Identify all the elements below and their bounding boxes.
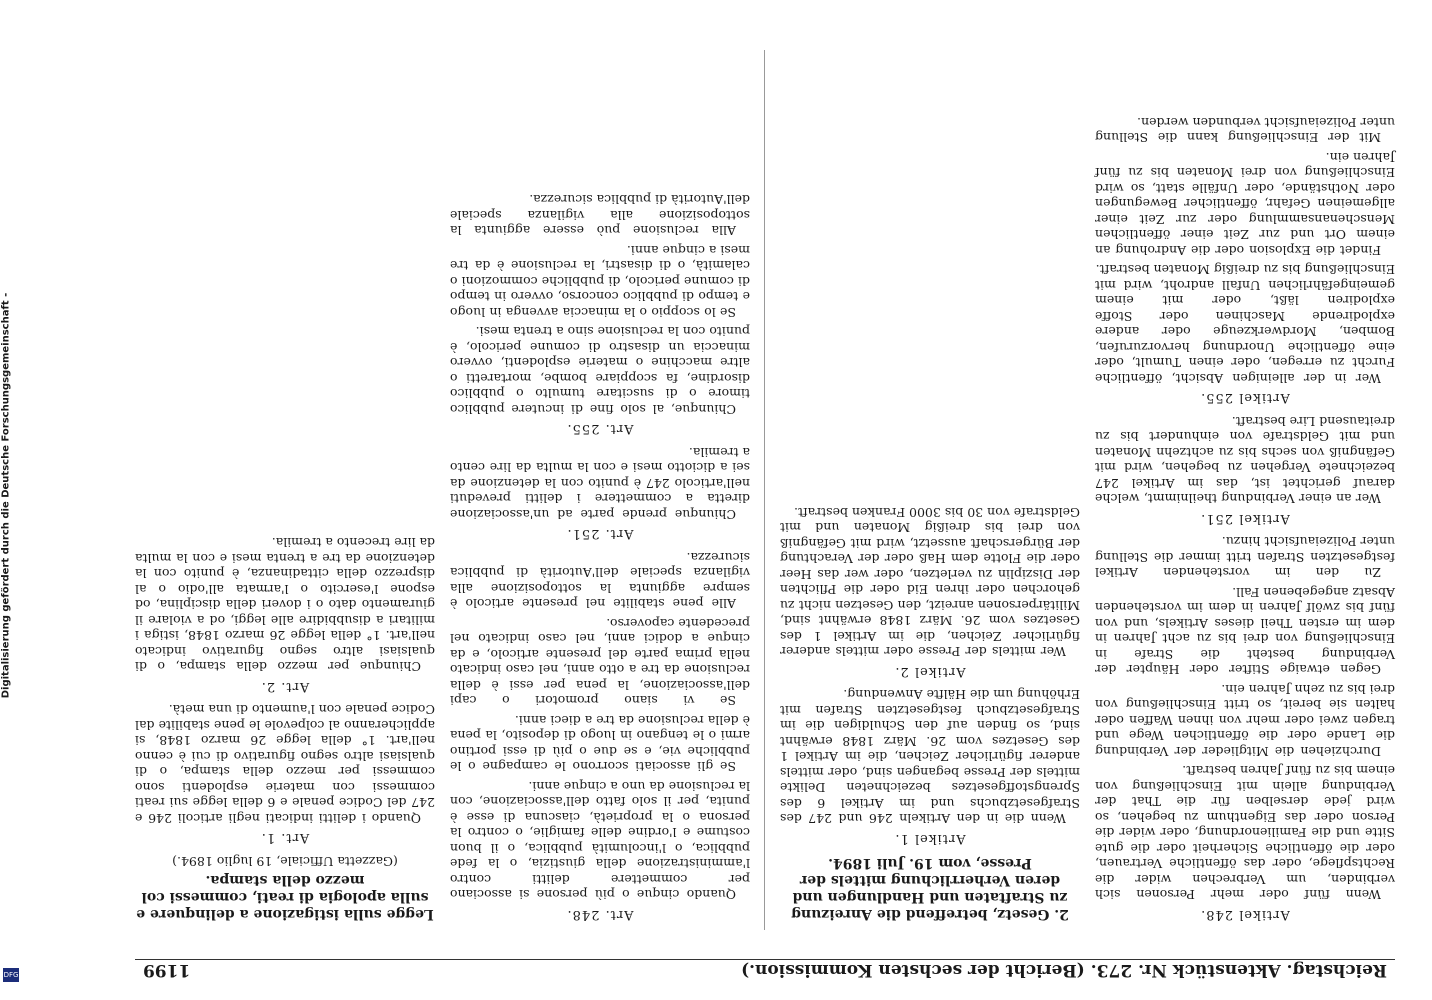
paragraph: Quando cinque o più persone si associano per commettere delitti contro l'amministrazione della giustizia, o la fede pubblica, o l'incolumità pubblica, o il buon costume e l'ordine delle famiglie, o contro la persona o la proprietà, ciascuna di esse è punita, per il solo fatto dell'associazione, con la reclusione da uno a cinque anni. — [450, 779, 750, 903]
column-divider — [764, 50, 765, 930]
paragraph: Zu den im vorstehenden Artikel festgesetzten Strafen tritt immer die Stellung unter Polizeiaufsicht hinzu. — [1095, 534, 1395, 581]
rotated-document — [135, 20, 1395, 980]
paragraph: Se gli associati scorrono le campagne o le pubbliche vie, e se due o più di essi portino armi o le tengano in luogo di deposito, la pena è della reclusione da tre a dieci anni. — [450, 713, 750, 775]
article-heading: Art. 255. — [566, 421, 634, 437]
law-title: Legge sulla istigazione a delinquere e sulla apologia di reati, commessi col mezzo della stampa. — [136, 872, 434, 922]
italian-column-1 — [450, 188, 750, 930]
article-heading: Artikel 251. — [1200, 511, 1290, 526]
law-title: 2. Gesetz, betreffend die Anreizung zu Straftaten und Handlungen und deren Verherrlichung mittels der Presse, vom 19. Juli 1894. — [791, 855, 1069, 922]
running-title: Reichstag. Aktenstück Nr. 273. (Bericht der sechsten Kommission.) — [741, 960, 1387, 980]
german-column-2 — [780, 501, 1080, 931]
paragraph: Alla reclusione può essere aggiunta la sottoposizione alla vigilanza speciale dell'Autorità di pubblica sicurezza. — [450, 192, 750, 239]
paragraph: Gegen etwaige Stifter oder Häupter der Verbindung besteht die Strafe in Einschließung von drei bis zu acht Jahren in dem im ersten Theil dieses Artikels, und von fünf bis zwölf Jahren in dem im vorstehenden Absatz angegebenen Fall. — [1095, 585, 1395, 678]
paragraph: Mit der Einschließung kann die Stellung unter Polizeiaufsicht verbunden werden. — [1095, 115, 1395, 146]
paragraph: Chiunque prende parte ad un'associazione diretta a commettere i delitti preveduti nell'articolo 247 è punito con la detenzione da sei a diciotto mesi e con la multa da lire cento a tremila. — [450, 445, 750, 522]
paragraph: Alle pene stabilite nel presente articolo è sempre aggiunta la sottoposizione alla vigilanza speciale dell'Autorità di pubblica sicurezza. — [450, 550, 750, 612]
paragraph: Wer mittels der Presse oder mittels anderer figürlicher Zeichen, die im Artikel 1 des Gesetzes vom 26. März 1848 erwähnt sind, Militärpersonen anreizt, den Gesetzen nicht zu gehorchen oder ihren Eid oder die Pflichten der Disziplin zu verletzen, oder wer das Heer oder die Flotte dem Haß oder der Verachtung der Bürgerschaft aussetzt, wird mit Gefängniß von drei bis dreißig Monaten und mit Geldstrafe von 30 bis 3000 Franken bestraft. — [780, 505, 1080, 660]
digitization-credit: Digitalisierung gefördert durch die Deutsche Forschungsgemeinschaft - — [0, 292, 12, 699]
dfg-logo: DFG — [3, 968, 19, 982]
paragraph: Chiunque, al solo fine di incutere pubblico timore o di suscitare tumulto o pubblico disordine, fa scoppiare bombe, mortaretti o altre macchine o materie esplodenti, ovvero minaccia un disastro di comune pericolo, è punito con la reclusione sino a trenta mesi. — [450, 324, 750, 417]
paragraph: Se lo scoppio o la minaccia avvenga in luogo e tempo di pubblico concorso, ovvero in tempo di comune pericolo, di pubbliche commozioni o calamità, o di disastri, la reclusione è da tre mesi a cinque anni. — [450, 243, 750, 320]
page-number: 1199 — [143, 960, 191, 980]
paragraph: Findet die Explosion oder die Androhung an einem Ort und zur Zeit einer öffentlichen Menschenansammlung oder zur Zeit einer allgemeinen Gefahr, öffentlicher Bewegungen oder Nothstände, oder Unfälle statt, so wird Einschließung von drei Monaten bis zu fünf Jahren ein. — [1095, 150, 1395, 258]
paragraph: Durchziehen die Mitglieder der Verbindung die Lande oder die öffentlichen Wege und tragen zwei oder mehr von ihnen Waffen oder halten sie bereit, so tritt Einschließung von drei bis zu zehn Jahren ein. — [1095, 682, 1395, 759]
article-heading: Art. 2. — [260, 679, 310, 694]
paragraph: Wenn die in den Artikeln 246 und 247 des Strafgesetzbuchs und im Artikel 6 des Sprengstoffgesetzes bezeichneten Delikte mittels der Presse begangen sind, oder mittels anderer figürlicher Zeichen, die im Artikel 1 des Gesetzes vom 26. März 1848 erwähnt sind, so finden auf den Schuldigen die im Strafgesetzbuch festgesetzten Strafen mit Erhöhung um die Hälfte Anwendung. — [780, 687, 1080, 827]
article-heading: Art. 251. — [566, 526, 634, 542]
article-heading: Artikel 1. — [894, 831, 966, 846]
page-header — [135, 940, 1395, 980]
article-heading: Artikel 255. — [1200, 390, 1290, 406]
paragraph: Wenn fünf oder mehr Personen sich verbinden, um Verbrechen wider die Rechtspflege, oder das öffentliche Vertrauen, oder die öffentliche Sicherheit oder die gute Sitte und die Familienordnung, oder wider die Person oder das Eigenthum zu begehen, so wird jede derselben für die That der Verbindung allein mit Einschließung von einem bis zu fünf Jahren bestraft. — [1095, 763, 1395, 903]
paragraph: Quando i delitti indicati negli articoli 246 e 247 del Codice penale e 6 della legge sui reati commessi con materie esplodenti sono commessi per mezzo della stampa, o di qualsiasi altro segno figurativo di cui è cenno nell'art. 1° della legge 26 marzo 1848, si applicheranno al colpevole le pene stabilite dal Codice penale con l'aumento di una metà. — [135, 702, 435, 826]
article-heading: Art. 248. — [566, 907, 634, 922]
paragraph: Wer in der alleinigen Absicht, öffentliche Furcht zu erregen, oder einen Tumult, oder eine öffentliche Unordnung hervorzurufen, Bomben, Mordwerkzeuge oder andere explodirende Maschinen oder Stoffe explodiren läßt, oder mit einem gemeingefährlichen Unfall androht, wird mit Einschließung bis zu dreißig Monaten bestraft. — [1095, 262, 1395, 386]
law-subtitle: (Gazzetta Ufficiale, 19 luglio 1894.) — [172, 854, 398, 869]
paragraph: Wer an einer Verbindung theilnimmt, welche darauf gerichtet ist, das im Artikel 247 bezeichnete Vergehen zu begehen, wird mit Gefängniß von sechs bis zu achtzehn Monaten und mit Geldstrafe von einhundert bis zu dreitausend Lire bestraft. — [1095, 414, 1395, 507]
article-heading: Artikel 2. — [894, 664, 966, 679]
paragraph: Se vi siano promotori o capi dell'associazione, la pena per essi è della reclusione da tre a otto anni, nel caso indicato nella prima parte del presente articolo, e da cinque a dodici anni, nel caso indicato nel precedente capoverso. — [450, 616, 750, 709]
italian-column-2 — [135, 531, 435, 930]
article-heading: Art. 1. — [260, 830, 310, 846]
paragraph: Chiunque per mezzo della stampa, o di qualsiasi altro segno figurativo indicato nell'art. 1° della legge 26 marzo 1848, istiga i militari a disubbidire alle leggi, od a violare il giuramento dato o i doveri della disciplina, od espone l'esercito o l'armata all'odio o al disprezzo della cittadinanza, è punito con la detenzione da tre a trenta mesi e con la multa da lire trecento a tremila. — [135, 535, 435, 675]
article-heading: Artikel 248. — [1200, 907, 1290, 922]
german-column-1 — [1095, 111, 1395, 931]
